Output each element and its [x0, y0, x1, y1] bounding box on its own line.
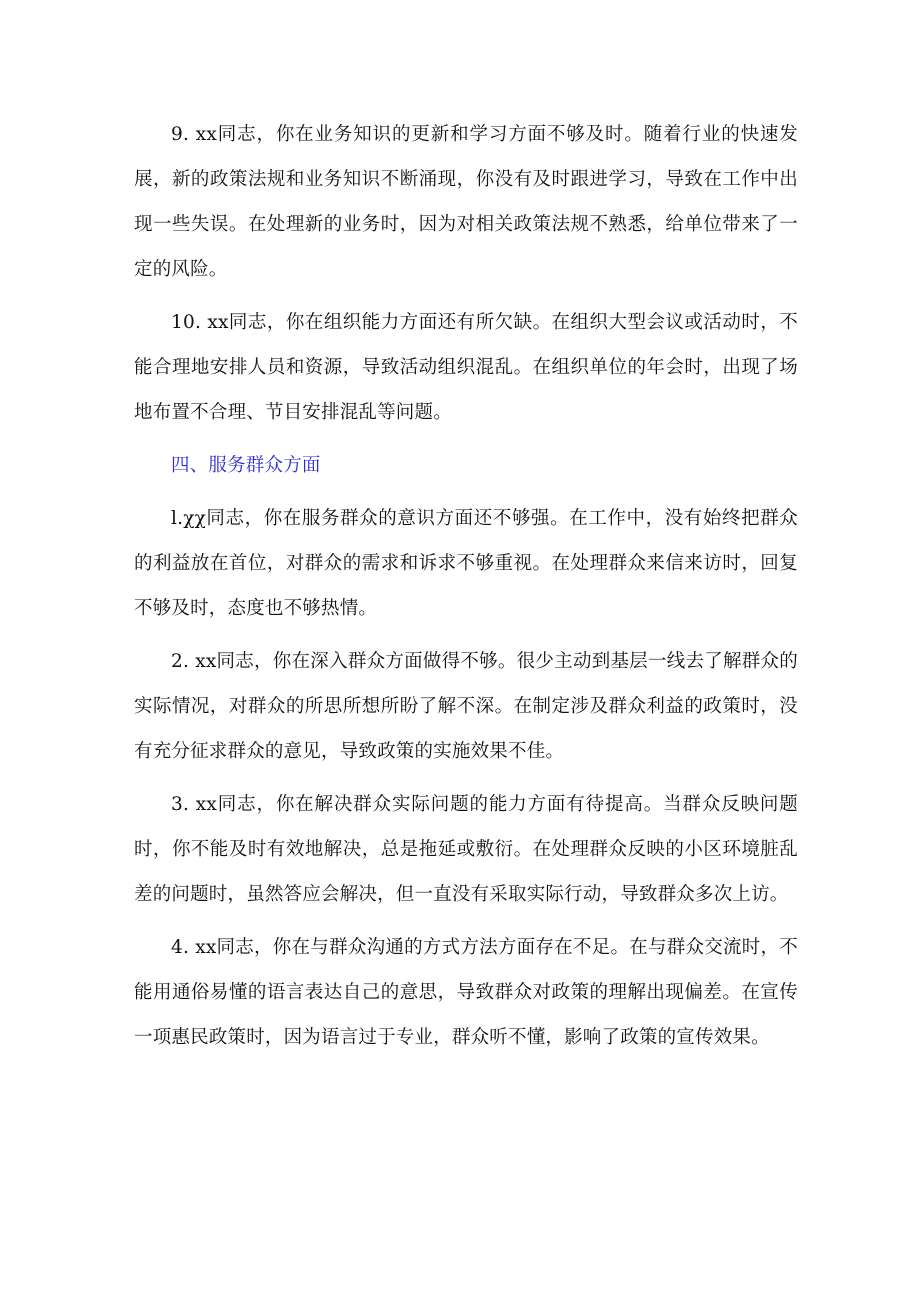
- paragraph-item-10: 10. xx同志，你在组织能力方面还有所欠缺。在组织大型会议或活动时，不能合理地安排人员和资源，导致活动组织混乱。在组织单位的年会时，出现了场地布置不合理、节目安排混乱等问题。: [134, 312, 798, 423]
- section-heading: 四、服务群众方面: [171, 455, 321, 476]
- document-body: [134, 112, 798, 1060]
- paragraph-item-9: 9. xx同志，你在业务知识的更新和学习方面不够及时。随着行业的快速发展，新的政策法规和业务知识不断涌现，你没有及时跟进学习，导致在工作中出现一些失误。在处理新的业务时，因为对相关政策法规不熟悉，给单位带来了一定的风险。: [134, 124, 798, 280]
- paragraph-item-3: 3. xx同志，你在解决群众实际问题的能力方面有待提高。当群众反映问题时，你不能及时有效地解决，总是拖延或敷衍。在处理群众反映的小区环境脏乱差的问题时，虽然答应会解决，但一直没有采取实际行动，导致群众多次上访。: [134, 794, 798, 905]
- paragraph-item-2: 2. xx同志，你在深入群众方面做得不够。很少主动到基层一线去了解群众的实际情况，对群众的所思所想所盼了解不深。在制定涉及群众利益的政策时，没有充分征求群众的意见，导致政策的实施效果不佳。: [134, 651, 798, 762]
- paragraph-item-1: l.χχ同志，你在服务群众的意识方面还不够强。在工作中，没有始终把群众的利益放在首位，对群众的需求和诉求不够重视。在处理群众来信来访时，回复不够及时，态度也不够热情。: [134, 508, 798, 619]
- paragraph-item-4: 4. xx同志，你在与群众沟通的方式方法方面存在不足。在与群众交流时，不能用通俗易懂的语言表达自己的意思，导致群众对政策的理解出现偏差。在宣传一项惠民政策时，因为语言过于专业，群众听不懂，影响了政策的宣传效果。: [134, 937, 798, 1048]
